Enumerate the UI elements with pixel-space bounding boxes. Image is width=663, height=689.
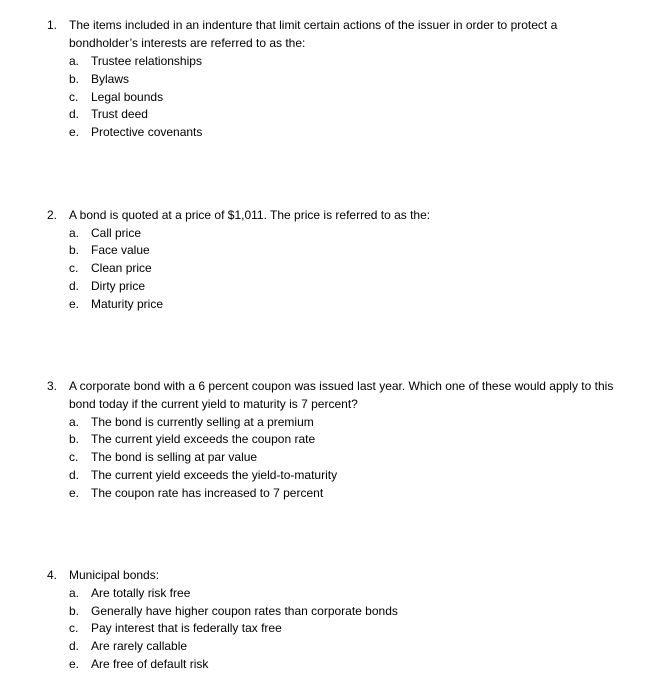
option-letter: d. [69,468,80,482]
question-text: A corporate bond with a 6 percent coupon was issued last year. Which one of these would apply to this bond today if the current yield to maturity is 7 percent? [69,379,614,411]
question-number: 3. [47,379,58,393]
option-letter: b. [69,243,80,257]
option-text: Call price [91,226,142,240]
option-letter: c. [69,450,79,464]
option-text: The current yield exceeds the yield-to-maturity [91,468,338,482]
option-text: The bond is currently selling at a premium [91,415,314,429]
option-text: Face value [91,243,150,257]
question-text: The items included in an indenture that limit certain actions of the issuer in order to protect a bondholder’s interests are referred to as the: [69,18,558,50]
question-text: A bond is quoted at a price of $1,011. The price is referred to as the: [69,208,431,222]
option-text: Trustee relationships [91,54,202,68]
option-letter: c. [69,90,79,104]
option-letter: a. [69,226,80,240]
option-letter: d. [69,279,80,293]
option-letter: e. [69,657,80,671]
option-text: Pay interest that is federally tax free [91,621,282,635]
option-letter: b. [69,604,80,618]
option-text: Dirty price [91,279,146,293]
option-text: Are free of default risk [91,657,209,671]
option-text: Legal bounds [91,90,164,104]
option-text: The current yield exceeds the coupon rate [91,432,316,446]
option-letter: b. [69,72,80,86]
option-text: The bond is selling at par value [91,450,258,464]
option-letter: a. [69,586,80,600]
option-letter: c. [69,261,79,275]
option-text: Trust deed [91,107,148,121]
option-letter: a. [69,54,80,68]
option-text: Clean price [91,261,152,275]
option-letter: d. [69,639,80,653]
option-letter: e. [69,125,80,139]
option-text: Are rarely callable [91,639,188,653]
option-letter: e. [69,486,80,500]
question-number: 1. [47,18,58,32]
option-letter: b. [69,432,80,446]
option-letter: c. [69,621,79,635]
option-text: Are totally risk free [91,586,191,600]
option-letter: a. [69,415,80,429]
option-text: Generally have higher coupon rates than corporate bonds [91,604,398,618]
option-text: The coupon rate has increased to 7 percent [91,486,324,500]
question-text: Municipal bonds: [69,568,160,582]
option-text: Bylaws [91,72,130,86]
option-text: Protective covenants [91,125,203,139]
question-number: 2. [47,208,58,222]
question-number: 4. [47,568,58,582]
option-letter: e. [69,297,80,311]
option-letter: d. [69,107,80,121]
option-text: Maturity price [91,297,164,311]
